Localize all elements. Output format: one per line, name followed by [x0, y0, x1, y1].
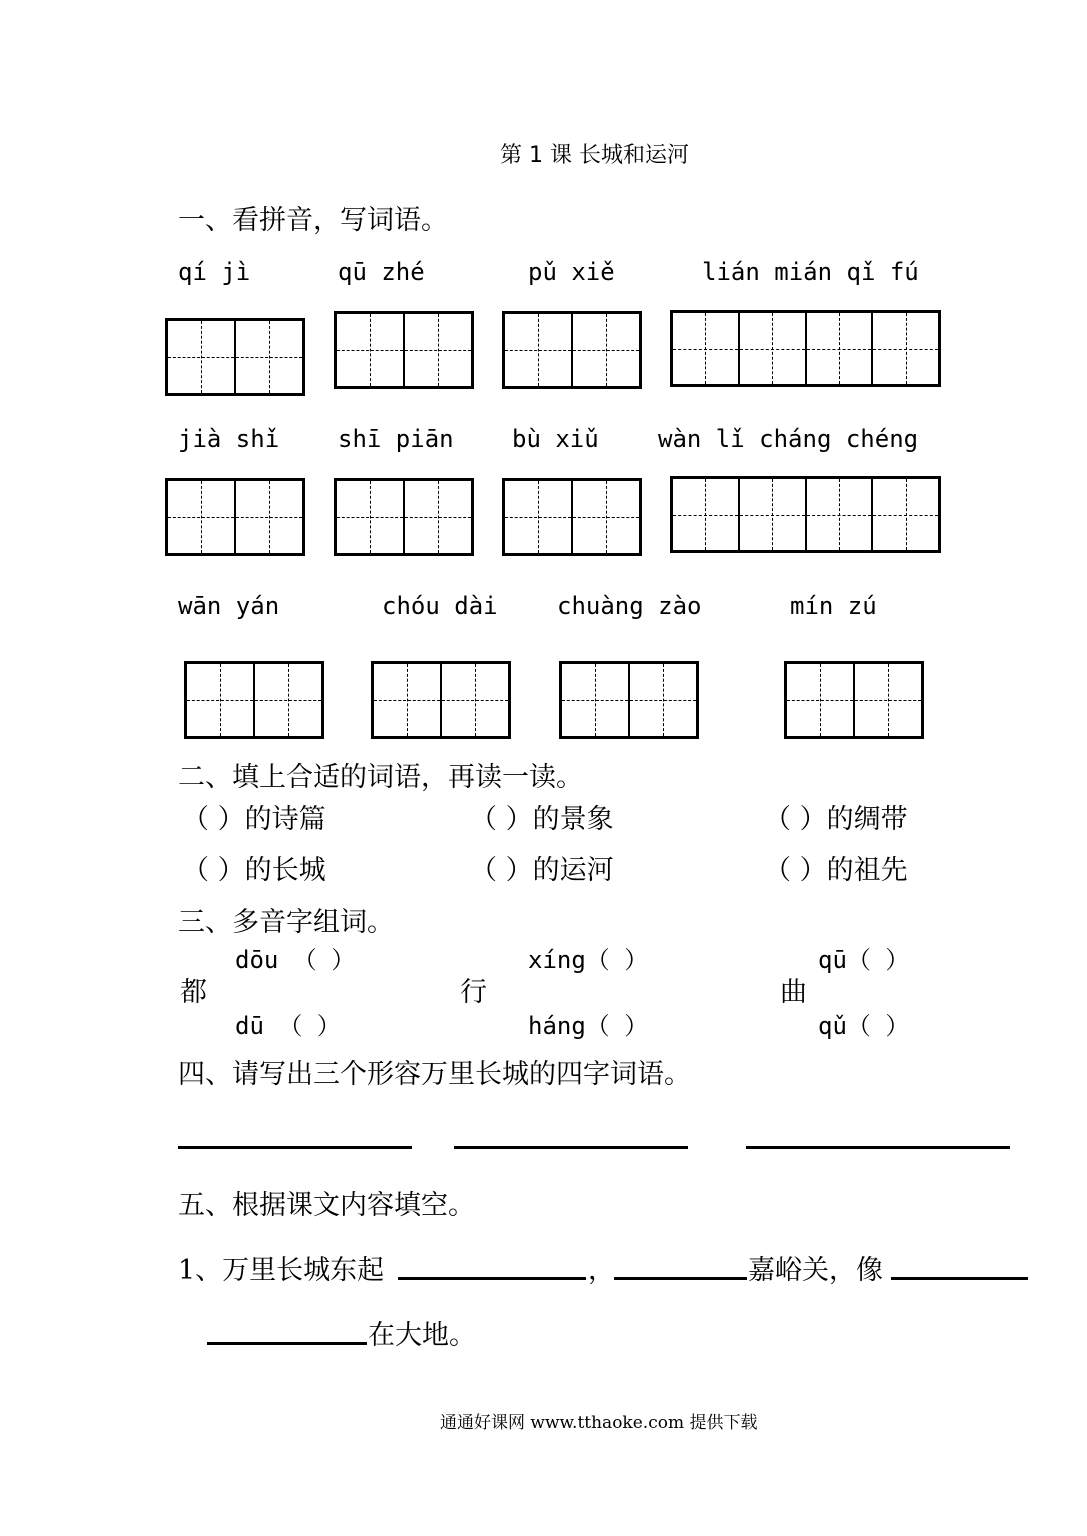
fill-phrase[interactable]: （ ）的祖先: [764, 855, 908, 886]
pinyin-label: chóu dài: [382, 592, 498, 620]
answer-blank[interactable]: [207, 1342, 367, 1345]
writing-grid[interactable]: [559, 661, 699, 739]
writing-grid[interactable]: [502, 311, 642, 389]
fill-phrase[interactable]: （ ）的运河: [470, 855, 614, 886]
answer-blank[interactable]: [178, 1146, 412, 1149]
pinyin-label: pǔ xiě: [528, 258, 615, 286]
pinyin-label: jià shǐ: [178, 425, 280, 453]
writing-grid[interactable]: [670, 310, 941, 387]
pinyin-label: shī piān: [338, 425, 454, 453]
writing-grid[interactable]: [670, 476, 941, 553]
pinyin-fill[interactable]: dū （ ）: [235, 1012, 341, 1040]
pinyin-label: qū zhé: [338, 258, 425, 286]
pinyin-label: wān yán: [178, 592, 280, 620]
pinyin-fill[interactable]: háng（ ）: [528, 1012, 649, 1040]
pinyin-label: mín zú: [790, 592, 877, 620]
writing-grid[interactable]: [334, 478, 474, 556]
writing-grid[interactable]: [184, 661, 324, 739]
writing-grid[interactable]: [502, 478, 642, 556]
fill-phrase[interactable]: （ ）的诗篇: [182, 804, 326, 835]
writing-grid[interactable]: [165, 478, 305, 556]
answer-blank[interactable]: [614, 1277, 747, 1280]
answer-blank[interactable]: [454, 1146, 688, 1149]
question-text: 在大地。: [368, 1320, 476, 1351]
question-text: 1、万里长城东起: [178, 1255, 385, 1286]
footer-text: 通通好课网 www.tthaoke.com 提供下载: [440, 1413, 758, 1433]
writing-grid[interactable]: [165, 318, 305, 396]
section-2-heading: 二、填上合适的词语，再读一读。: [178, 762, 583, 793]
pinyin-label: wàn lǐ cháng chéng: [658, 425, 919, 453]
fill-phrase[interactable]: （ ）的绸带: [764, 804, 908, 835]
section-5-heading: 五、根据课文内容填空。: [178, 1190, 475, 1221]
section-1-heading: 一、看拼音，写词语。: [178, 205, 448, 236]
page-title: 第 1 课 长城和运河: [500, 143, 689, 168]
writing-grid[interactable]: [371, 661, 511, 739]
writing-grid[interactable]: [334, 311, 474, 389]
pinyin-label: chuàng zào: [557, 592, 702, 620]
pinyin-fill[interactable]: qū（ ）: [818, 946, 910, 974]
pinyin-fill[interactable]: qǔ（ ）: [818, 1012, 910, 1040]
answer-blank[interactable]: [746, 1146, 1010, 1149]
question-text: ，: [588, 1255, 615, 1286]
polyphone-char: 行: [460, 977, 487, 1008]
section-4-heading: 四、请写出三个形容万里长城的四字词语。: [178, 1059, 691, 1090]
polyphone-char: 曲: [780, 977, 807, 1008]
answer-blank[interactable]: [891, 1277, 1028, 1280]
pinyin-label: bù xiǔ: [512, 425, 599, 453]
pinyin-label: lián mián qǐ fú: [702, 258, 919, 286]
answer-blank[interactable]: [398, 1277, 586, 1280]
fill-phrase[interactable]: （ ）的长城: [182, 855, 326, 886]
section-3-heading: 三、多音字组词。: [178, 907, 394, 938]
pinyin-label: qí jì: [178, 258, 251, 286]
fill-phrase[interactable]: （ ）的景象: [470, 804, 614, 835]
polyphone-char: 都: [180, 977, 207, 1008]
question-text: 嘉峪关，像: [748, 1255, 883, 1286]
pinyin-fill[interactable]: dōu （ ）: [235, 946, 356, 974]
pinyin-fill[interactable]: xíng（ ）: [528, 946, 649, 974]
writing-grid[interactable]: [784, 661, 924, 739]
